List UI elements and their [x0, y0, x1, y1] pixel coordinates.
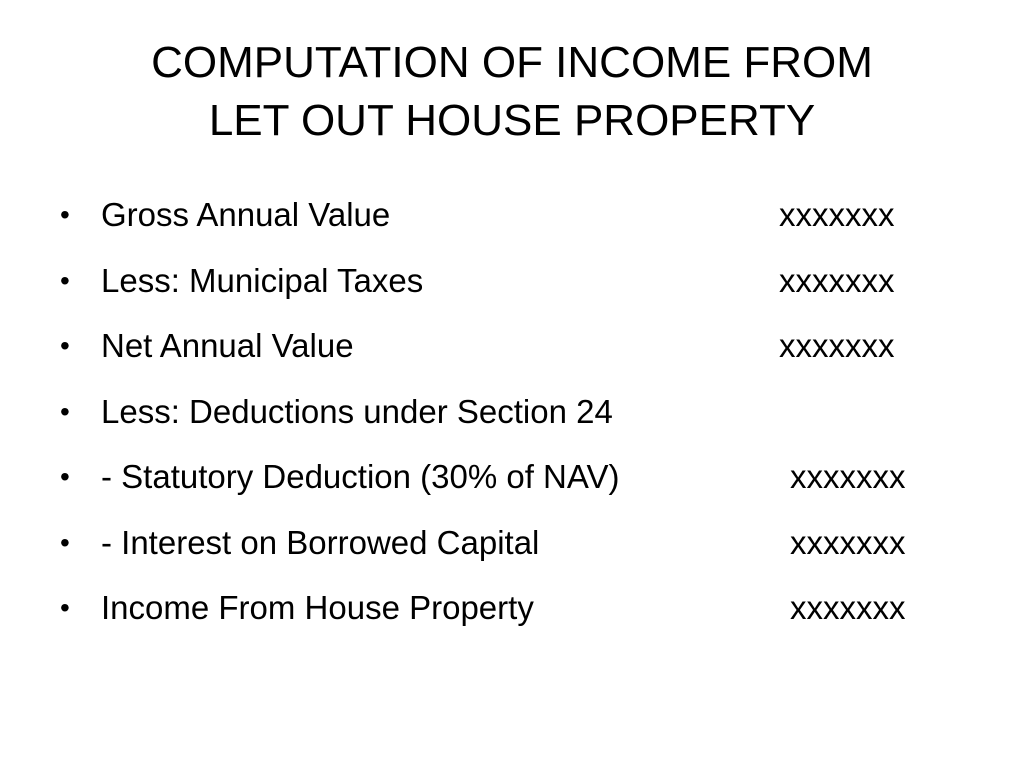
bullet-icon: • [60, 264, 70, 296]
computation-list [60, 188, 960, 647]
item-label: Less: Deductions under Section 24 [101, 392, 613, 430]
bullet-icon: • [60, 199, 70, 230]
list-item-income-house-property [60, 581, 960, 647]
title-line-1: COMPUTATION OF INCOME FROM [151, 38, 873, 87]
bullet-icon: • [60, 330, 70, 361]
item-amount: xxxxxxx [779, 327, 895, 364]
item-label: - Statutory Deduction (30% of NAV) [101, 458, 620, 495]
item-label: Gross Annual Value [101, 196, 391, 233]
item-label: Less: Municipal Taxes [101, 261, 424, 299]
item-amount: xxxxxxx [790, 458, 906, 495]
list-item-municipal-taxes [60, 254, 960, 320]
bullet-icon: • [60, 461, 70, 492]
bullet-icon: • [60, 526, 70, 558]
item-label: - Interest on Borrowed Capital [101, 523, 540, 561]
list-item-interest-borrowed-capital [60, 516, 960, 582]
bullet-icon: • [60, 592, 70, 623]
title-line-2: LET OUT HOUSE PROPERTY [208, 96, 816, 145]
item-amount: xxxxxxx [779, 261, 895, 299]
slide-title [60, 34, 964, 150]
item-label: Income From House Property [101, 589, 534, 626]
item-amount: xxxxxxx [790, 523, 906, 561]
list-item-deductions-section-24 [60, 385, 960, 451]
list-item-net-annual-value [60, 319, 960, 385]
item-amount: xxxxxxx [790, 589, 906, 626]
item-label: Net Annual Value [101, 327, 354, 364]
item-amount: xxxxxxx [779, 196, 895, 233]
list-item-gross-annual-value [60, 188, 960, 254]
bullet-icon: • [60, 395, 70, 427]
list-item-statutory-deduction [60, 450, 960, 516]
